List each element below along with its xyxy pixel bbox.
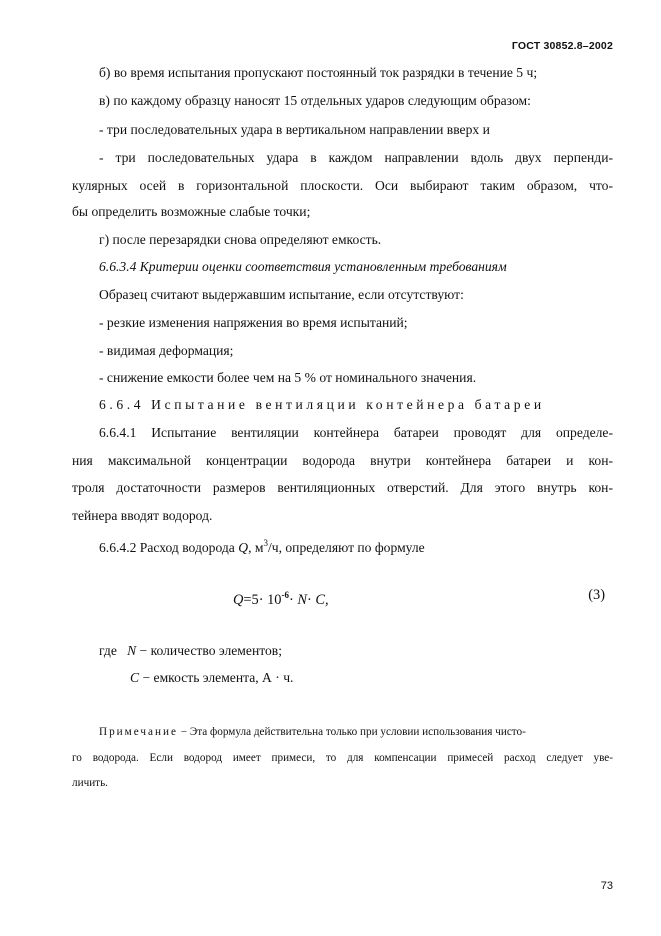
flow-rate-unit: , м xyxy=(248,540,264,555)
formula-end: , xyxy=(325,592,329,608)
where-c-symbol: C xyxy=(130,670,140,685)
where-word: где xyxy=(99,643,117,658)
where-c-text: − емкость элемента, А · ч. xyxy=(139,670,294,685)
note-text: − Эта формула действительна только при условии использования чисто- xyxy=(177,726,526,738)
flow-rate-unit-exponent: 3 xyxy=(263,538,268,548)
flow-rate-prefix: 6.6.4.2 Расход водорода xyxy=(99,540,239,555)
formula-lhs: Q xyxy=(233,592,244,608)
where-c-line xyxy=(130,668,293,688)
where-n-line xyxy=(99,641,282,661)
text-line: кулярных осей в горизонтальной плоскости. Оси выбирают таким образом, что- xyxy=(72,178,613,193)
text-line: троля достаточности размеров вентиляционных отверстий. Для этого внутрь кон- xyxy=(72,480,613,495)
formula-dot: · xyxy=(289,592,298,608)
note-line: го водорода. Если водород имеет примеси, то для компенсации примесей расход следует уве- xyxy=(72,752,613,764)
equation-number: (3) xyxy=(588,587,605,603)
text-line: бы определить возможные слабые точки; xyxy=(72,204,311,219)
formula xyxy=(233,585,329,610)
text-line: тейнера вводят водород. xyxy=(72,508,213,523)
formula-dot: · xyxy=(307,592,316,608)
text-line: Образец считают выдержавшим испытание, если отсутствуют: xyxy=(99,287,464,302)
note-label: Примечание xyxy=(99,726,178,738)
flow-rate-line xyxy=(99,533,613,558)
text-line: в) по каждому образцу наносят 15 отдельных ударов следующим образом: xyxy=(99,93,531,108)
list-item: - видимая деформация; xyxy=(99,343,234,358)
standard-header: ГОСТ 30852.8–2002 xyxy=(511,40,613,52)
where-n-text: − количество элементов; xyxy=(136,643,282,658)
list-item: - снижение емкости более чем на 5 % от номинального значения. xyxy=(99,370,477,385)
where-n-symbol: N xyxy=(127,643,137,658)
formula-exponent: -6 xyxy=(281,590,289,600)
text-line: г) после перезарядки снова определяют емкость. xyxy=(99,232,382,247)
flow-rate-suffix: /ч, определяют по формуле xyxy=(267,540,425,555)
list-item: - резкие изменения напряжения во время испытаний; xyxy=(99,315,408,330)
section-heading: 6.6.3.4 Критерии оценки соответствия установленным требованиям xyxy=(99,259,507,274)
text-line: - три последовательных удара в вертикальном направлении вверх и xyxy=(99,122,490,137)
text-line: б) во время испытания пропускают постоянный ток разрядки в течение 5 ч; xyxy=(99,65,538,80)
note-line: личить. xyxy=(72,777,108,789)
page-number: 73 xyxy=(600,880,613,892)
formula-c: C xyxy=(315,592,325,608)
flow-rate-symbol: Q xyxy=(238,540,249,555)
note-line xyxy=(99,722,613,742)
formula-n: N xyxy=(297,592,307,608)
formula-coefficient: =5· 10 xyxy=(243,592,282,608)
text-line: ния максимальной концентрации водорода внутри контейнера батареи и кон- xyxy=(72,453,613,468)
text-line: 6.6.4.1 Испытание вентиляции контейнера батареи проводят для определе- xyxy=(99,425,613,440)
text-line: - три последовательных удара в каждом направлении вдоль двух перпенди- xyxy=(99,150,613,165)
section-heading: 6.6.4 Испытание вентиляции контейнера батареи xyxy=(99,397,545,412)
